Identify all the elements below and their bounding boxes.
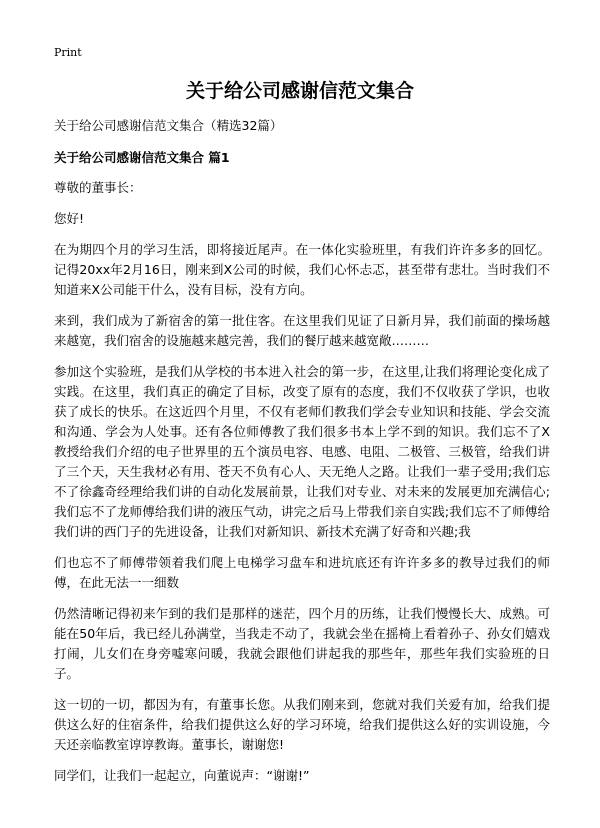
document-subtitle: 关于给公司感谢信范文集合（精选32篇） (54, 118, 283, 133)
paragraph: 参加这个实验班，是我们从学校的书本进入社会的第一步，在这里,让我们将理论变化成了实践。在这里，我们真正的确定了目标，改变了原有的态度，我们不仅收获了学识，也收获了成长的快乐。在这近四个月里，不仅有老师们教我们学会专业知识和技能、学会交流和沟通、学会为人处事。还有各位师傅教了我们很多书本上学不到的知识。我们忘不了X教授给我们介绍的电子世界里的五个演员电容、电感、电阻、二极管、三极管，给我们讲了三个天，天生我材必有用、苍天不负有心人、天无绝人之路。让我们一辈子受用;我们忘不了徐鑫奇经理给我们讲的自动化发展前景，让我们对专业、对未来的发展更加充满信心;我们忘不了龙师傅给我们讲的液压气动，讲完之后马上带我们亲自实践;我们忘不了师傅给我们讲的西门子的先进设备，让我们对新知识、新技术充满了好奇和兴趣;我 (54, 364, 550, 539)
paragraph: 在为期四个月的学习生活，即将接近尾声。在一体化实验班里，有我们许许多多的回忆。记得20xx年2月16日，刚来到X公司的时候，我们心怀忐忑，甚至带有悲壮。当时我们不知道来X公司能干什么，没有目标，没有方向。 (54, 242, 550, 297)
greeting: 您好! (54, 211, 85, 226)
paragraph: 这一切的一切，都因为有，有董事长您。从我们刚来到，您就对我们关爱有加，给我们提供这么好的住宿条件，给我们提供这么好的学习环境，给我们提供这么好的实训设施，今天还亲临教室谆谆教诲。董事长，谢谢您! (54, 697, 550, 752)
paragraph: 来到，我们成为了新宿舍的第一批住客。在这里我们见证了日新月异，我们前面的操场越来越宽，我们宿舍的设施越来越完善，我们的餐厅越来越宽敞……… (54, 313, 550, 348)
paragraph: 同学们，让我们一起起立，向董说声：“谢谢!” (54, 768, 310, 783)
salutation: 尊敬的董事长： (54, 180, 142, 195)
section-heading: 关于给公司感谢信范文集合 篇1 (54, 150, 230, 165)
document-body (54, 117, 550, 797)
document-title: 关于给公司感谢信范文集合 (185, 80, 414, 102)
paragraph: 们也忘不了师傅带领着我们爬上电梯学习盘车和进坑底还有许许多多的教导过我们的师傅，在此无法一一细数 (54, 555, 550, 590)
paragraph: 仍然清晰记得初来乍到的我们是那样的迷茫，四个月的历练，让我们慢慢长大、成熟。可能在50年后，我已经儿孙满堂，当我走不动了，我就会坐在摇椅上看着孙子、孙女们嬉戏打闹，儿女们在身旁嘘寒问暖，我就会跟他们讲起我的那些年，那些年我们实验班的日子。 (54, 606, 550, 681)
print-link[interactable]: Print (54, 46, 82, 59)
